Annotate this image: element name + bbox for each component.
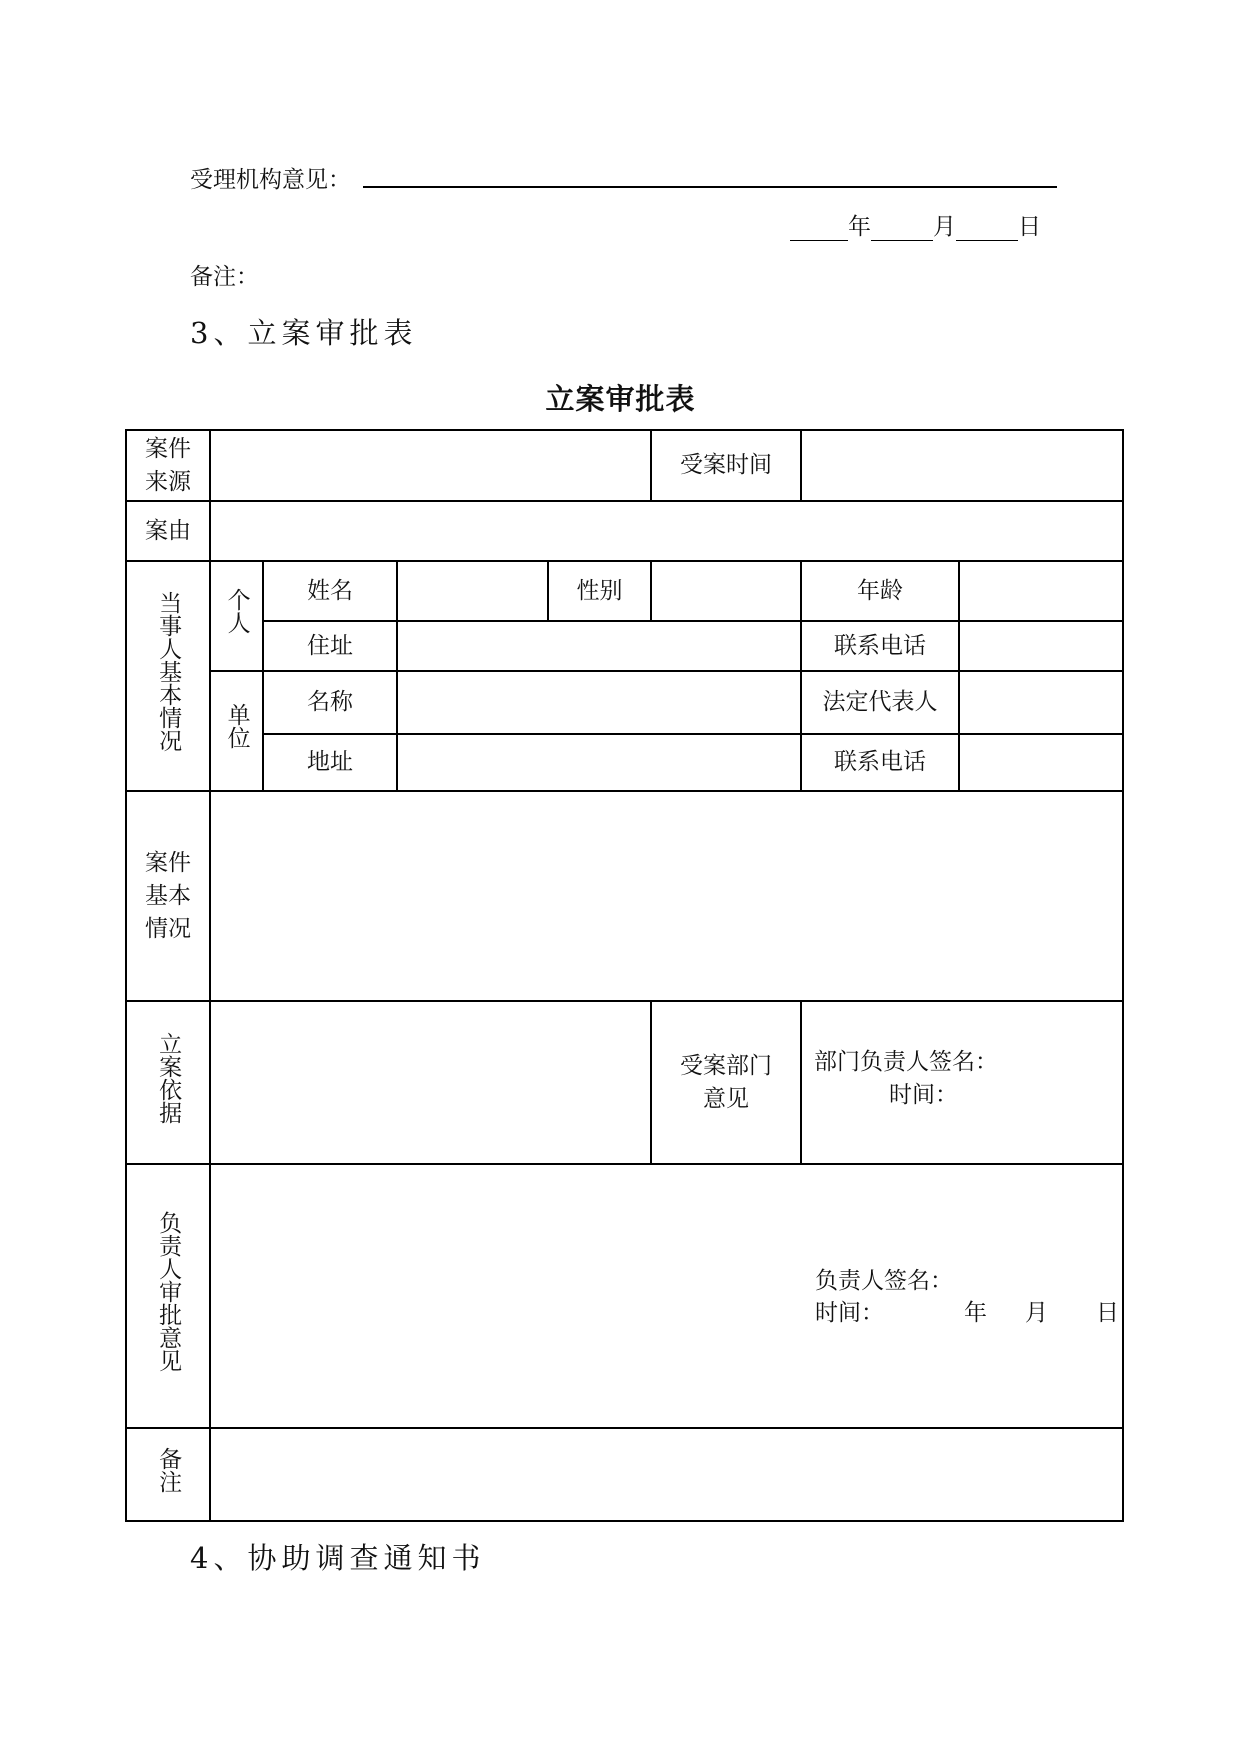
approver-year-label: 年 [964,1300,987,1326]
remark-label-cell: 备注 [126,1428,210,1521]
row-remark [126,1428,1123,1521]
row-unit-address [126,734,1123,791]
day-blank [956,218,1018,241]
accept-time-label: 受案时间 [651,430,801,501]
approver-sign-label: 负责人签名： [815,1268,953,1294]
case-basic-label: 案件基本情况 [126,791,210,1001]
approver-month-label: 月 [1025,1300,1048,1326]
row-cause [126,501,1123,561]
legal-rep-label: 法定代表人 [801,671,959,734]
address-field[interactable] [397,734,801,791]
party-info-label: 当事人基本情况 [126,561,210,791]
phone2-field[interactable] [959,734,1123,791]
dept-time-label: 时间： [889,1082,958,1108]
cause-label: 案由 [126,501,210,561]
residence-label: 住址 [263,621,397,671]
unit-name-field[interactable] [397,671,801,734]
address-label: 地址 [263,734,397,791]
approver-opinion-label: 负责人审批意见 [126,1164,210,1428]
row-case-basic [126,791,1123,1001]
approver-opinion-field[interactable] [210,1164,1123,1428]
remark-field[interactable] [210,1428,1123,1521]
filing-basis-label: 立案依据 [126,1001,210,1164]
month-blank [871,218,933,241]
individual-label: 个人 [210,561,263,671]
accept-time-field[interactable] [801,430,1123,501]
phone-label: 联系电话 [801,621,959,671]
gender-field[interactable] [651,561,801,621]
phone2-label: 联系电话 [801,734,959,791]
date-line [790,208,1041,241]
gender-label: 性别 [548,561,651,621]
cause-field[interactable] [210,501,1123,561]
year-label: 年 [848,214,871,240]
row-case-source [126,430,1123,501]
row-individual-residence [126,621,1123,671]
row-filing-basis [126,1001,1123,1164]
opinion-label: 受理机构意见： [190,167,351,193]
case-basic-field[interactable] [210,791,1123,1001]
phone-field[interactable] [959,621,1123,671]
case-source-field[interactable] [210,430,651,501]
filing-basis-field[interactable] [210,1001,651,1164]
year-blank [790,218,848,241]
form-title: 立案审批表 [545,382,696,416]
age-label: 年龄 [801,561,959,621]
opinion-underline [363,186,1057,188]
section4-heading: 4、协助调查通知书 [190,1541,486,1575]
unit-label: 单位 [210,671,263,791]
name-field[interactable] [397,561,548,621]
month-label: 月 [933,214,956,240]
row-unit-name [126,671,1123,734]
approver-time-label: 时间： [815,1300,884,1326]
approver-sign-block [815,1265,1119,1329]
approver-date-line [815,1297,1119,1329]
case-source-label: 案件来源 [126,430,210,501]
age-field[interactable] [959,561,1123,621]
approver-day-label: 日 [1096,1300,1119,1326]
name-label: 姓名 [263,561,397,621]
unit-name-label: 名称 [263,671,397,734]
dept-opinion-label: 受案部门意见 [651,1001,801,1164]
row-approver-opinion [126,1164,1123,1428]
residence-field[interactable] [397,621,801,671]
dept-sign-cell[interactable] [801,1001,1123,1164]
approval-form-table [125,429,1124,1522]
remark-label: 备注： [190,264,259,290]
legal-rep-field[interactable] [959,671,1123,734]
row-individual-name [126,561,1123,621]
day-label: 日 [1018,214,1041,240]
section3-heading: 3、立案审批表 [190,316,418,350]
dept-sign-label: 部门负责人签名： [814,1049,998,1075]
